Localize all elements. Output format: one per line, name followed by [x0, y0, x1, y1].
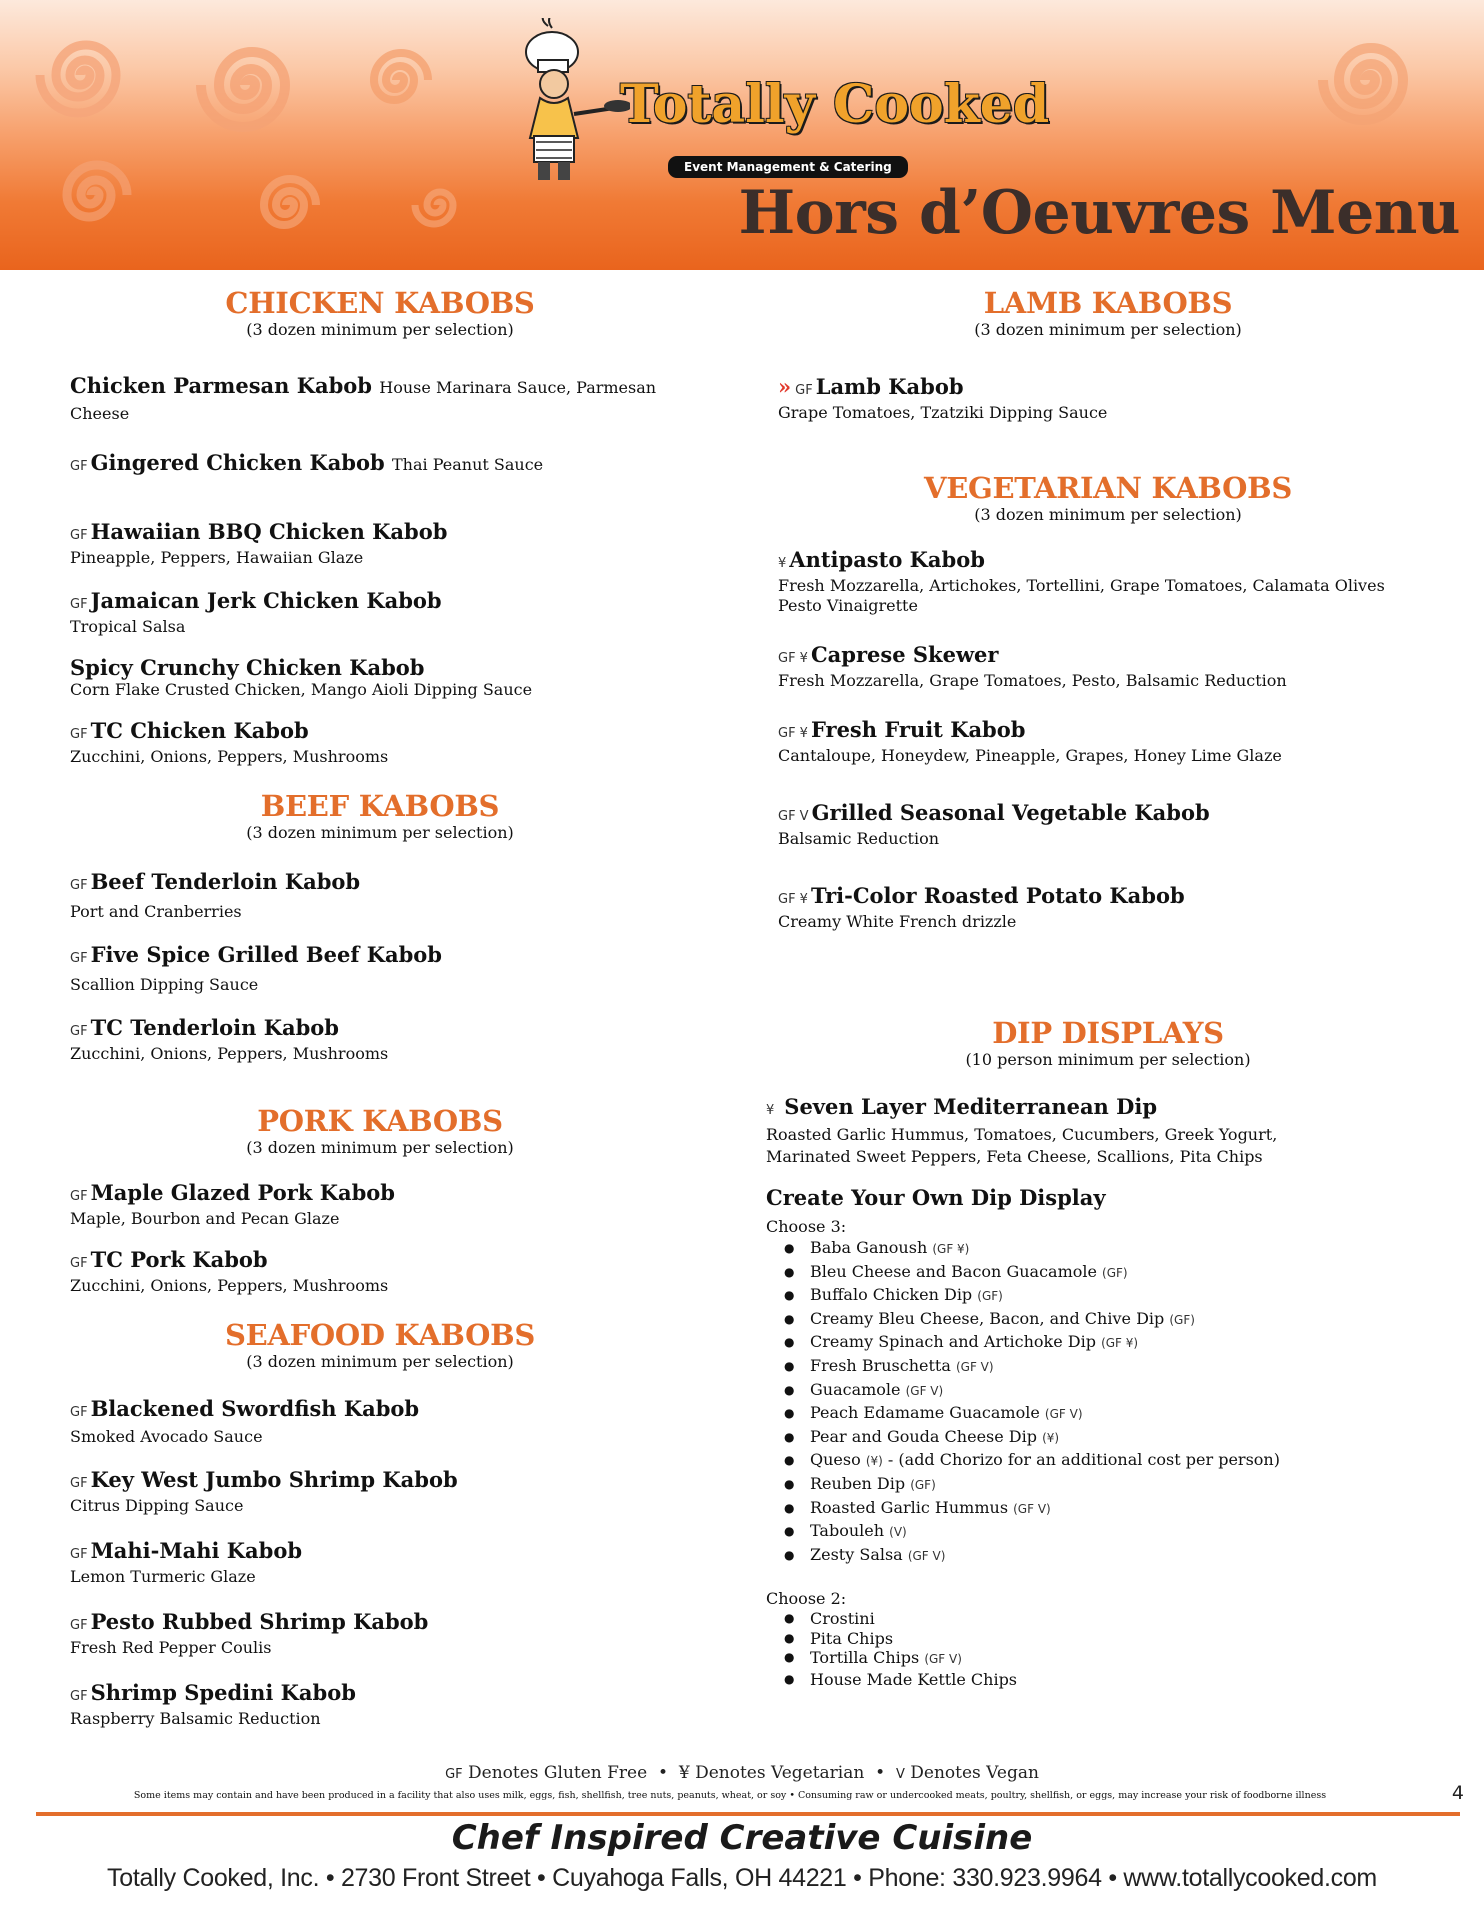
item-name: Jamaican Jerk Chicken Kabob [90, 588, 442, 613]
item-name: TC Tenderloin Kabob [90, 1015, 339, 1040]
list-item: ● Pita Chips [784, 1629, 1458, 1649]
menu-item [70, 718, 690, 767]
item-description: Maple, Bourbon and Pecan Glaze [70, 1209, 340, 1228]
swirl-decoration [165, 0, 335, 170]
list-item: ● Buffalo Chicken Dip (GF) [784, 1284, 1458, 1308]
item-description: Roasted Garlic Hummus, Tomatoes, Cucumbers, Greek Yogurt, [766, 1125, 1278, 1144]
page-title: Hors d’Oeuvres Menu [738, 178, 1460, 248]
item-description: Smoked Avocado Sauce [70, 1427, 263, 1446]
menu-item [70, 1467, 690, 1516]
section-header-chicken [70, 286, 690, 340]
item-description: Balsamic Reduction [778, 829, 940, 848]
dietary-tag: ¥ [766, 1103, 775, 1118]
menu-item [70, 655, 690, 700]
item-description: Grape Tomatoes, Tzatziki Dipping Sauce [778, 403, 1108, 422]
list-item: ● Reuben Dip (GF) [784, 1473, 1458, 1497]
brand-name: Totally Cooked [620, 74, 1050, 135]
menu-item [70, 1180, 690, 1229]
dietary-tag: GF [70, 878, 88, 893]
item-description: Zucchini, Onions, Peppers, Mushrooms [70, 1044, 389, 1063]
item-description: Creamy White French drizzle [778, 912, 1017, 931]
item-name: Beef Tenderloin Kabob [90, 869, 361, 894]
list-item: ● Queso (¥) - (add Chorizo for an additional cost per person) [784, 1449, 1458, 1473]
choose-3-label: Choose 3: [766, 1217, 847, 1236]
item-name: Grilled Seasonal Vegetable Kabob [811, 800, 1210, 825]
list-item: ● Guacamole (GF V) [784, 1379, 1458, 1403]
menu-item [70, 450, 690, 479]
item-description: Pineapple, Peppers, Hawaiian Glaze [70, 548, 364, 567]
item-description: Citrus Dipping Sauce [70, 1496, 244, 1515]
item-name: Key West Jumbo Shrimp Kabob [90, 1467, 458, 1492]
section-minimum: (3 dozen minimum per selection) [246, 1352, 514, 1371]
item-name: Shrimp Spedini Kabob [90, 1680, 356, 1705]
list-item: ● Tabouleh (V) [784, 1520, 1458, 1544]
dietary-tag: GF [70, 1476, 88, 1491]
menu-item [70, 1396, 690, 1447]
section-title: CHICKEN KABOBS [225, 286, 535, 320]
page-number: 4 [1451, 1782, 1464, 1804]
dietary-tag: GF [70, 1618, 88, 1633]
brand-logo [500, 18, 1050, 188]
item-name: Tri-Color Roasted Potato Kabob [810, 883, 1185, 908]
swirl-decoration [235, 150, 345, 260]
swirl-decoration [395, 160, 485, 250]
item-name: Gingered Chicken Kabob [90, 450, 385, 475]
menu-item [778, 642, 1458, 691]
section-header-dips [758, 1016, 1458, 1070]
dietary-tag: GF [70, 727, 88, 742]
item-name: Hawaiian BBQ Chicken Kabob [90, 519, 448, 544]
item-description: Tropical Salsa [70, 617, 186, 636]
item-description: Marinated Sweet Peppers, Feta Cheese, Scallions, Pita Chips [766, 1147, 1263, 1166]
item-name: TC Chicken Kabob [90, 718, 309, 743]
item-name: Maple Glazed Pork Kabob [90, 1180, 395, 1205]
dietary-tag: GF [70, 1256, 88, 1271]
swirl-decoration [10, 0, 160, 150]
item-description: Fresh Mozzarella, Artichokes, Tortellini, Grape Tomatoes, Calamata Olives Pesto Vinaigrette [778, 576, 1385, 615]
item-name: Mahi-Mahi Kabob [90, 1538, 303, 1563]
header-banner [0, 0, 1484, 270]
section-minimum: (3 dozen minimum per selection) [246, 320, 514, 339]
item-description: Lemon Turmeric Glaze [70, 1567, 256, 1586]
dietary-tag: GF ¥ [778, 726, 808, 741]
list-item: ● House Made Kettle Chips [784, 1670, 1458, 1690]
create-dip-title: Create Your Own Dip Display [766, 1185, 1106, 1210]
item-description: Thai Peanut Sauce [392, 455, 544, 474]
list-item: ● Baba Ganoush (GF ¥) [784, 1237, 1458, 1261]
menu-item [70, 374, 690, 426]
swirl-decoration [1290, 0, 1450, 160]
list-item: ● Roasted Garlic Hummus (GF V) [784, 1497, 1458, 1521]
choose-2-label: Choose 2: [766, 1589, 847, 1609]
menu-item [778, 800, 1458, 849]
menu-item [778, 717, 1458, 766]
list-item: ● Fresh Bruschetta (GF V) [784, 1355, 1458, 1379]
brand-tagline: Event Management & Catering [668, 156, 908, 178]
allergen-disclaimer: Some items may contain and have been produced in a facility that also uses milk, eggs, fish, shellfish, tree nuts, peanuts, wheat, or soy • Consuming raw or undercooked meats, poultry, shellfish, or eggs, may increase your risk of foodborne illness [133, 1790, 1327, 1801]
chef-mascot-icon [500, 18, 630, 188]
list-item: ● Pear and Gouda Cheese Dip (¥) [784, 1426, 1458, 1450]
list-item: ● Creamy Bleu Cheese, Bacon, and Chive Dip (GF) [784, 1308, 1458, 1332]
item-name: Seven Layer Mediterranean Dip [784, 1094, 1158, 1119]
section-header-pork [70, 1104, 690, 1158]
list-item: ● Peach Edamame Guacamole (GF V) [784, 1402, 1458, 1426]
item-description: Cantaloupe, Honeydew, Pineapple, Grapes, Honey Lime Glaze [778, 746, 1282, 765]
dietary-tag: GF V [778, 809, 809, 824]
item-name: Pesto Rubbed Shrimp Kabob [90, 1609, 429, 1634]
section-header-beef [70, 789, 690, 843]
item-name: Fresh Fruit Kabob [810, 717, 1026, 742]
dietary-tag: GF ¥ [778, 651, 808, 666]
list-item: ● Creamy Spinach and Artichoke Dip (GF ¥) [784, 1331, 1458, 1355]
footer-address: Totally Cooked, Inc. • 2730 Front Street • Cuyahoga Falls, OH 44221 • Phone: 330.923.9964 • www.totallycooked.com [107, 1864, 1377, 1892]
chip-options-list [784, 1609, 1458, 1689]
list-item: ● Bleu Cheese and Bacon Guacamole (GF) [784, 1261, 1458, 1285]
item-description: Zucchini, Onions, Peppers, Mushrooms [70, 1276, 389, 1295]
menu-item [766, 1094, 1458, 1167]
footer-divider [36, 1812, 1460, 1816]
footer-tagline: Chef Inspired Creative Cuisine [451, 1818, 1033, 1858]
dietary-tag: GF [70, 1189, 88, 1204]
dietary-tag: GF ¥ [778, 892, 808, 907]
menu-item [70, 588, 690, 637]
section-minimum: (3 dozen minimum per selection) [974, 320, 1242, 339]
menu-item [70, 1680, 690, 1729]
item-description: Scallion Dipping Sauce [70, 975, 259, 994]
item-name: Lamb Kabob [815, 374, 964, 399]
section-title: SEAFOOD KABOBS [225, 1318, 535, 1352]
dietary-tag: GF [70, 1024, 88, 1039]
item-description: Zucchini, Onions, Peppers, Mushrooms [70, 747, 389, 766]
item-description: Fresh Red Pepper Coulis [70, 1638, 272, 1657]
swirl-decoration [30, 130, 160, 260]
menu-item [70, 1538, 690, 1587]
item-name: Blackened Swordfish Kabob [90, 1396, 420, 1421]
menu-item [778, 547, 1458, 616]
item-name: Chicken Parmesan Kabob [70, 373, 372, 398]
item-name: TC Pork Kabob [90, 1247, 268, 1272]
section-title: LAMB KABOBS [983, 286, 1233, 320]
list-item: ● Crostini [784, 1609, 1458, 1629]
right-column [766, 280, 1458, 1689]
menu-item [70, 869, 690, 922]
section-minimum: (3 dozen minimum per selection) [246, 823, 514, 842]
menu-item [70, 1609, 690, 1658]
left-column [70, 280, 690, 1729]
dietary-legend: GF Denotes Gluten Free • ¥ Denotes Vegetarian • V Denotes Vegan [445, 1763, 1039, 1783]
dietary-tag: GF [70, 951, 88, 966]
featured-arrow-icon: » [778, 374, 792, 399]
create-dip-display [766, 1185, 1458, 1689]
item-name: Spicy Crunchy Chicken Kabob [70, 655, 425, 680]
item-description: Raspberry Balsamic Reduction [70, 1709, 321, 1728]
section-title: BEEF KABOBS [260, 789, 500, 823]
section-title: VEGETARIAN KABOBS [924, 471, 1292, 505]
item-description: Port and Cranberries [70, 902, 242, 921]
dip-options-list [784, 1237, 1458, 1567]
section-header-seafood [70, 1318, 690, 1372]
item-name: Five Spice Grilled Beef Kabob [90, 942, 442, 967]
item-description: Fresh Mozzarella, Grape Tomatoes, Pesto, Balsamic Reduction [778, 671, 1287, 690]
menu-item [70, 1247, 690, 1296]
section-minimum: (3 dozen minimum per selection) [974, 505, 1242, 524]
section-minimum: (3 dozen minimum per selection) [246, 1138, 514, 1157]
menu-item [778, 883, 1458, 932]
item-name: Caprese Skewer [810, 642, 999, 667]
dietary-tag: GF [70, 1405, 88, 1420]
dietary-tag: GF [70, 1689, 88, 1704]
menu-item [778, 374, 1458, 423]
section-header-lamb [758, 286, 1458, 340]
section-header-vegetarian [758, 471, 1458, 525]
dietary-tag: GF [70, 597, 88, 612]
section-minimum: (10 person minimum per selection) [965, 1050, 1251, 1069]
dietary-tag: GF [70, 528, 88, 543]
dietary-tag: GF [70, 1547, 88, 1562]
menu-item [70, 942, 690, 995]
menu-item [70, 1015, 690, 1064]
dietary-tag: ¥ [778, 556, 787, 571]
section-title: PORK KABOBS [257, 1104, 503, 1138]
swirl-decoration [340, 20, 460, 140]
item-description: Corn Flake Crusted Chicken, Mango Aioli Dipping Sauce [70, 680, 533, 699]
section-title: DIP DISPLAYS [992, 1016, 1224, 1050]
list-item: ● Tortilla Chips (GF V) [784, 1648, 1458, 1670]
item-name: Antipasto Kabob [789, 547, 985, 572]
dietary-tag: GF [70, 459, 88, 474]
item-description: House Marinara Sauce, Parmesan Cheese [70, 378, 657, 423]
list-item: ● Zesty Salsa (GF V) [784, 1544, 1458, 1568]
dietary-tag: GF [795, 383, 813, 398]
menu-item [70, 519, 690, 568]
